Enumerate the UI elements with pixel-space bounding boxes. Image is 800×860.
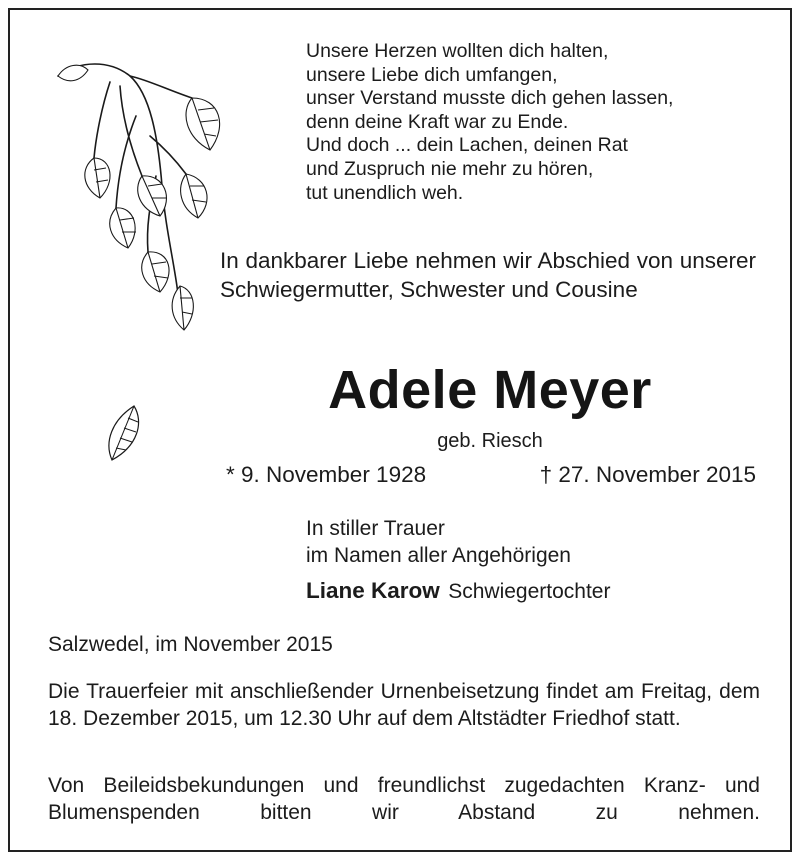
signer-name: Liane Karow — [306, 578, 440, 603]
leaf-icon — [85, 158, 110, 198]
signer-role: Schwiegertochter — [448, 580, 611, 603]
poem-line: Und doch ... dein Lachen, deinen Rat — [306, 134, 628, 157]
birth-date: * 9. November 1928 — [226, 462, 427, 487]
death-date: † 27. November 2015 — [539, 462, 756, 487]
mourning-line: In stiller Trauer — [306, 517, 445, 540]
signer — [306, 578, 756, 604]
poem-line: unsere Liebe dich umfangen, — [306, 63, 558, 86]
leaf-icon — [110, 208, 136, 248]
poem-line: und Zuspruch nie mehr zu hören, — [306, 157, 594, 180]
leaf-icon — [172, 286, 193, 330]
leaf-icon — [142, 252, 169, 292]
place-date: Salzwedel, im November 2015 — [48, 633, 333, 656]
leaf-icon — [186, 98, 220, 150]
leaf-icon — [181, 174, 207, 218]
poem-line: tut unendlich weh. — [306, 181, 464, 204]
condolence-notice: Von Beileidsbekundungen und freundlichst zugedachten Kranz- und Blumenspenden bitten wir Abstand zu nehmen. — [48, 774, 760, 824]
poem-line: Unsere Herzen wollten dich halten, — [306, 40, 609, 62]
birch-branch-illustration — [50, 46, 230, 336]
obituary-notice — [8, 8, 792, 852]
poem-line: denn deine Kraft war zu Ende. — [306, 110, 569, 133]
memorial-poem — [306, 40, 746, 205]
farewell-intro: In dankbarer Liebe nehmen wir Abschied von unserer Schwiegermutter, Schwester und Cousine — [220, 248, 756, 302]
falling-leaf-icon — [98, 402, 148, 466]
funeral-notice: Die Trauerfeier mit anschließender Urnenbeisetzung findet am Freitag, dem 18. Dezember 2015, um 12.30 Uhr auf dem Altstädter Friedhof statt. — [48, 680, 760, 730]
relatives-line: im Namen aller Angehörigen — [306, 544, 571, 567]
mourners-block — [306, 515, 746, 569]
deceased-name: Adele Meyer — [328, 360, 652, 420]
life-dates — [226, 460, 756, 490]
maiden-name: geb. Riesch — [437, 430, 543, 452]
poem-line: unser Verstand musste dich gehen lassen, — [306, 87, 674, 110]
leaf-icon — [58, 65, 88, 81]
